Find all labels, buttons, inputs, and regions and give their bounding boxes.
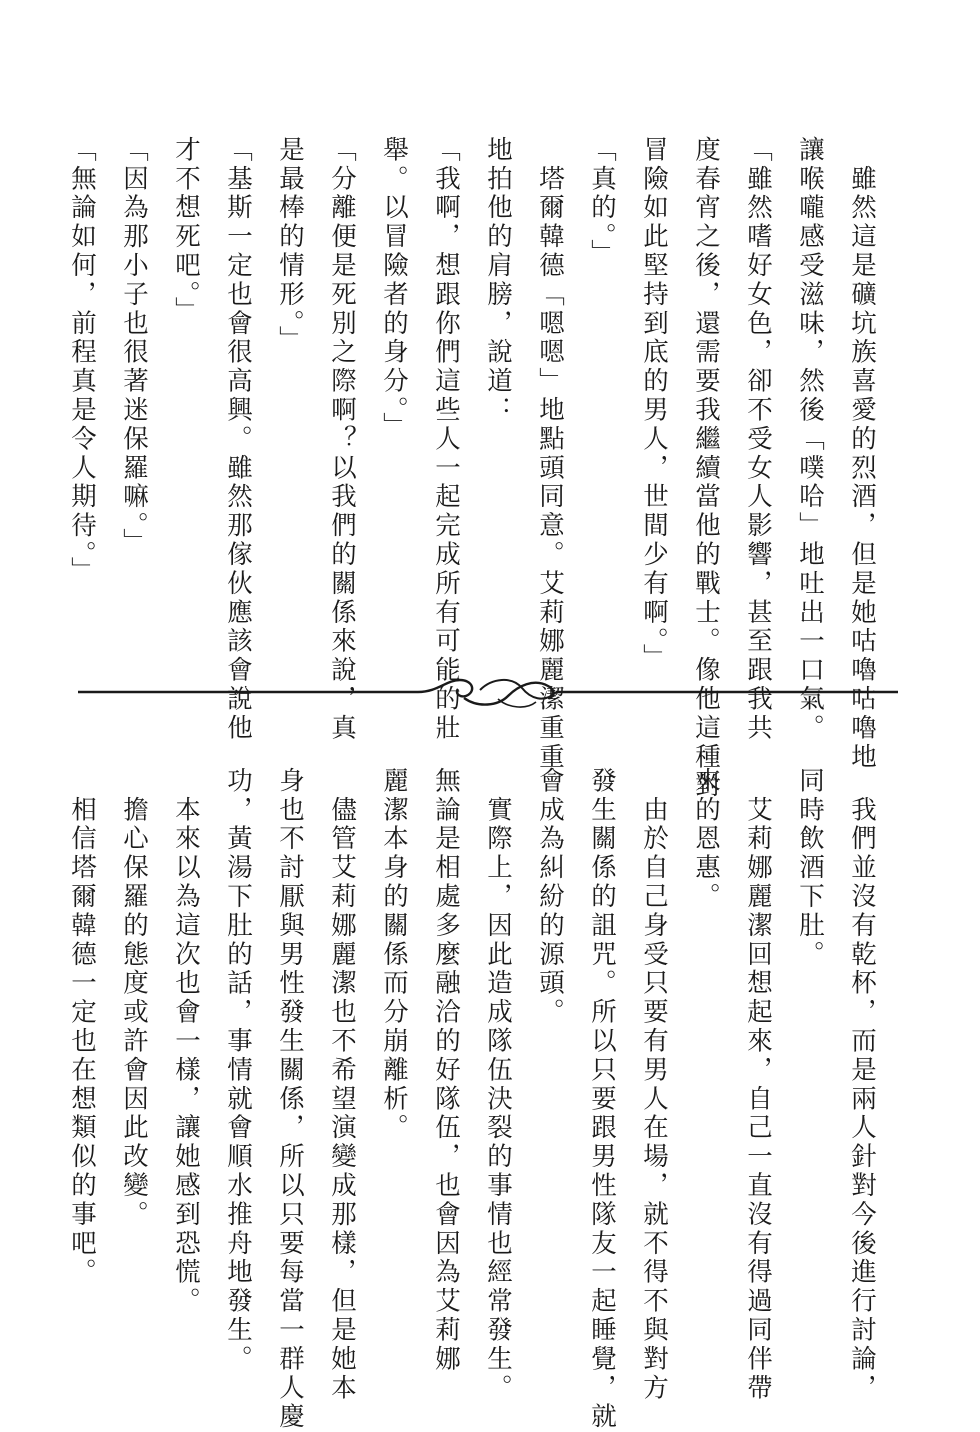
text-column: 發生關係的詛咒。所以只要跟男性隊友一起睡覺，就: [587, 767, 617, 1432]
text-column: 本來以為這次也會一樣，讓她感到恐慌。: [171, 767, 201, 1317]
text-column: 才不想死吧。」: [171, 136, 201, 326]
text-column: 「真的。」: [587, 136, 617, 268]
text-column: 地拍他的肩膀，說道：: [483, 136, 513, 425]
text-column: 雖然這是礦坑族喜愛的烈酒，但是她咕嚕咕嚕地: [847, 136, 877, 772]
text-column: 麗潔本身的關係而分崩離析。: [379, 767, 409, 1143]
text-column: 「雖然嗜好女色，卻不受女人影響，甚至跟我共: [743, 136, 773, 743]
text-column: 儘管艾莉娜麗潔也不希望演變成那樣，但是她本: [327, 767, 357, 1403]
text-column: 「分離便是死別之際啊？以我們的關係來說，真: [327, 136, 357, 743]
text-column: 同時飲酒下肚。: [795, 767, 825, 970]
text-column: 「基斯一定也會很高興。雖然那傢伙應該會說他: [223, 136, 253, 743]
text-column: 「我啊，想跟你們這些人一起完成所有可能的壯: [431, 136, 461, 743]
text-column: 艾莉娜麗潔回想起來，自己一直沒有得過同伴帶: [743, 767, 773, 1403]
text-column: 無論是相處多麼融洽的好隊伍，也會因為艾莉娜: [431, 767, 461, 1374]
text-column: 擔心保羅的態度或許會因此改變。: [119, 767, 149, 1230]
text-column: 實際上，因此造成隊伍決裂的事情也經常發生。: [483, 767, 513, 1403]
text-column: 是最棒的情形。」: [275, 136, 305, 355]
text-column: 讓喉嚨感受滋味，然後「噗哈」地吐出一口氣。: [795, 136, 825, 743]
flourish-divider-icon: [78, 668, 898, 718]
text-column: 來的恩惠。: [691, 767, 721, 912]
text-column: 度春宵之後，還需要我繼續當他的戰士。像他這種對: [691, 136, 721, 801]
text-column: 由於自己身受只要有男人在場，就不得不與對方: [639, 767, 669, 1403]
text-column: 我們並沒有乾杯，而是兩人針對今後進行討論，: [847, 767, 877, 1403]
text-column: 功，黃湯下肚的話，事情就會順水推舟地發生。: [223, 767, 253, 1374]
text-column: 「因為那小子也很著迷保羅嘛。」: [119, 136, 149, 557]
text-column: 相信塔爾韓德一定也在想類似的事吧。: [67, 767, 97, 1288]
text-column: 冒險如此堅持到底的男人，世間少有啊。」: [639, 136, 669, 673]
text-column: 塔爾韓德「嗯嗯」地點頭同意。艾莉娜麗潔重重: [535, 136, 565, 772]
text-column: 「無論如何，前程真是令人期待。」: [67, 136, 97, 586]
text-column: 舉。以冒險者的身分。」: [379, 136, 409, 442]
text-column: 身也不討厭與男性發生關係，所以只要每當一群人慶: [275, 767, 305, 1432]
text-column: 會成為糾紛的源頭。: [535, 767, 565, 1028]
